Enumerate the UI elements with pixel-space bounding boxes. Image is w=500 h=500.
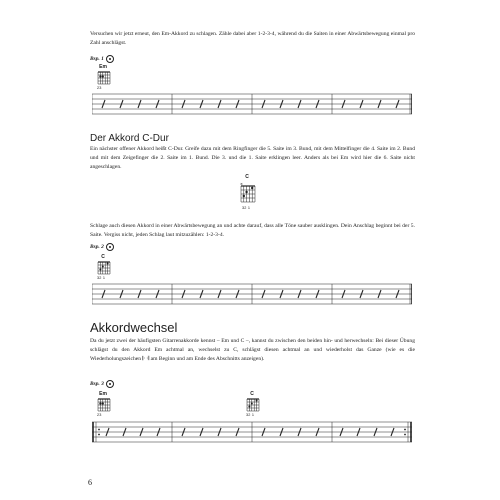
example-2-label xyxy=(90,243,114,251)
intro-paragraph: Versuchen wir jetzt erneut, den Em-Akkord zu schlagen. Zähle dabei aber 1-2-3-4, während du die Saiten in einer Abwärtsbewegung einmal pro Zahl anschlägst. xyxy=(90,31,415,47)
c-dur-paragraph-2: Schlage auch diesen Akkord in einer Abwärtsbewegung an und achte darauf, dass alle Töne sauber ausklingen. Dein Anschlag beginnt bei der 5. Saite. Vergiss nicht, jeden Schlag laut mitzuzählen: 1-2-3-4. xyxy=(90,223,415,239)
example-2-label-text: Bsp. 2 xyxy=(90,244,104,251)
example-3-label-text: Bsp. 3 xyxy=(90,381,104,388)
audio-cd-icon xyxy=(106,380,114,388)
audio-cd-icon xyxy=(106,55,114,63)
chord-name-c: C xyxy=(245,174,249,180)
chord-diagram-c-ex3 xyxy=(245,397,261,413)
chord-fingers-c-ex3: 32 1 xyxy=(246,413,255,417)
example-1-label xyxy=(90,55,114,63)
chord-name-em-ex3: Em xyxy=(99,391,107,397)
chord-fingers-c-ex2: 32 1 xyxy=(97,276,106,280)
chord-fingers-em-ex3: 23 xyxy=(97,413,102,417)
rhythm-staff-3 xyxy=(92,420,412,446)
akkordwechsel-paragraph: Da du jetzt zwei der häufigsten Gitarrenakkorde kennst – Em und C –, kannst du zwischen den beiden hin- und herwechseln: Bei dieser Übung schlägst du den Akkord Em achtmal an, wechselst zu C, schlägst diesen achtmal an und wiederholst das Ganze (wie es die Wiederholungszeichen 𝄆 𝄇 am Beginn und am Ende des Abschnitts anzeigen). xyxy=(90,338,415,363)
example-3-label xyxy=(90,380,114,388)
chord-diagram-c-ex2 xyxy=(96,260,112,276)
section-heading-c-dur: Der Akkord C-Dur xyxy=(90,133,169,144)
section-heading-akkordwechsel: Akkordwechsel xyxy=(90,320,178,335)
rhythm-staff-2 xyxy=(92,282,412,308)
rhythm-staff-1 xyxy=(92,92,412,118)
chord-name-c-ex2: C xyxy=(101,254,105,260)
chord-fingers-c: 32 1 xyxy=(242,206,251,210)
example-1-label-text: Bsp. 1 xyxy=(90,56,104,63)
chord-diagram-c xyxy=(239,181,257,205)
audio-cd-icon xyxy=(106,243,114,251)
page-number: 6 xyxy=(88,478,92,487)
chord-name-em: Em xyxy=(99,64,107,70)
chord-name-c-ex3: C xyxy=(250,391,254,397)
c-dur-paragraph: Ein nächster offener Akkord heißt C-Dur. Greife dazu mit dem Ringfinger die 5. Saite im 3. Bund, mit dem Mittelfinger die 4. Saite im 2. Bund und mit dem Zeigefinger die 2. Saite im 1. Bund. Die 3. und die 1. Saite erklingen leer. Anders als bei Em wird hier die 6. Saite nicht angeschlagen. xyxy=(90,146,415,171)
chord-fingers-em: 23 xyxy=(97,86,102,90)
svg-text:×: × xyxy=(240,182,243,186)
chord-diagram-em-ex3 xyxy=(96,397,112,413)
chord-diagram-em xyxy=(96,70,112,86)
